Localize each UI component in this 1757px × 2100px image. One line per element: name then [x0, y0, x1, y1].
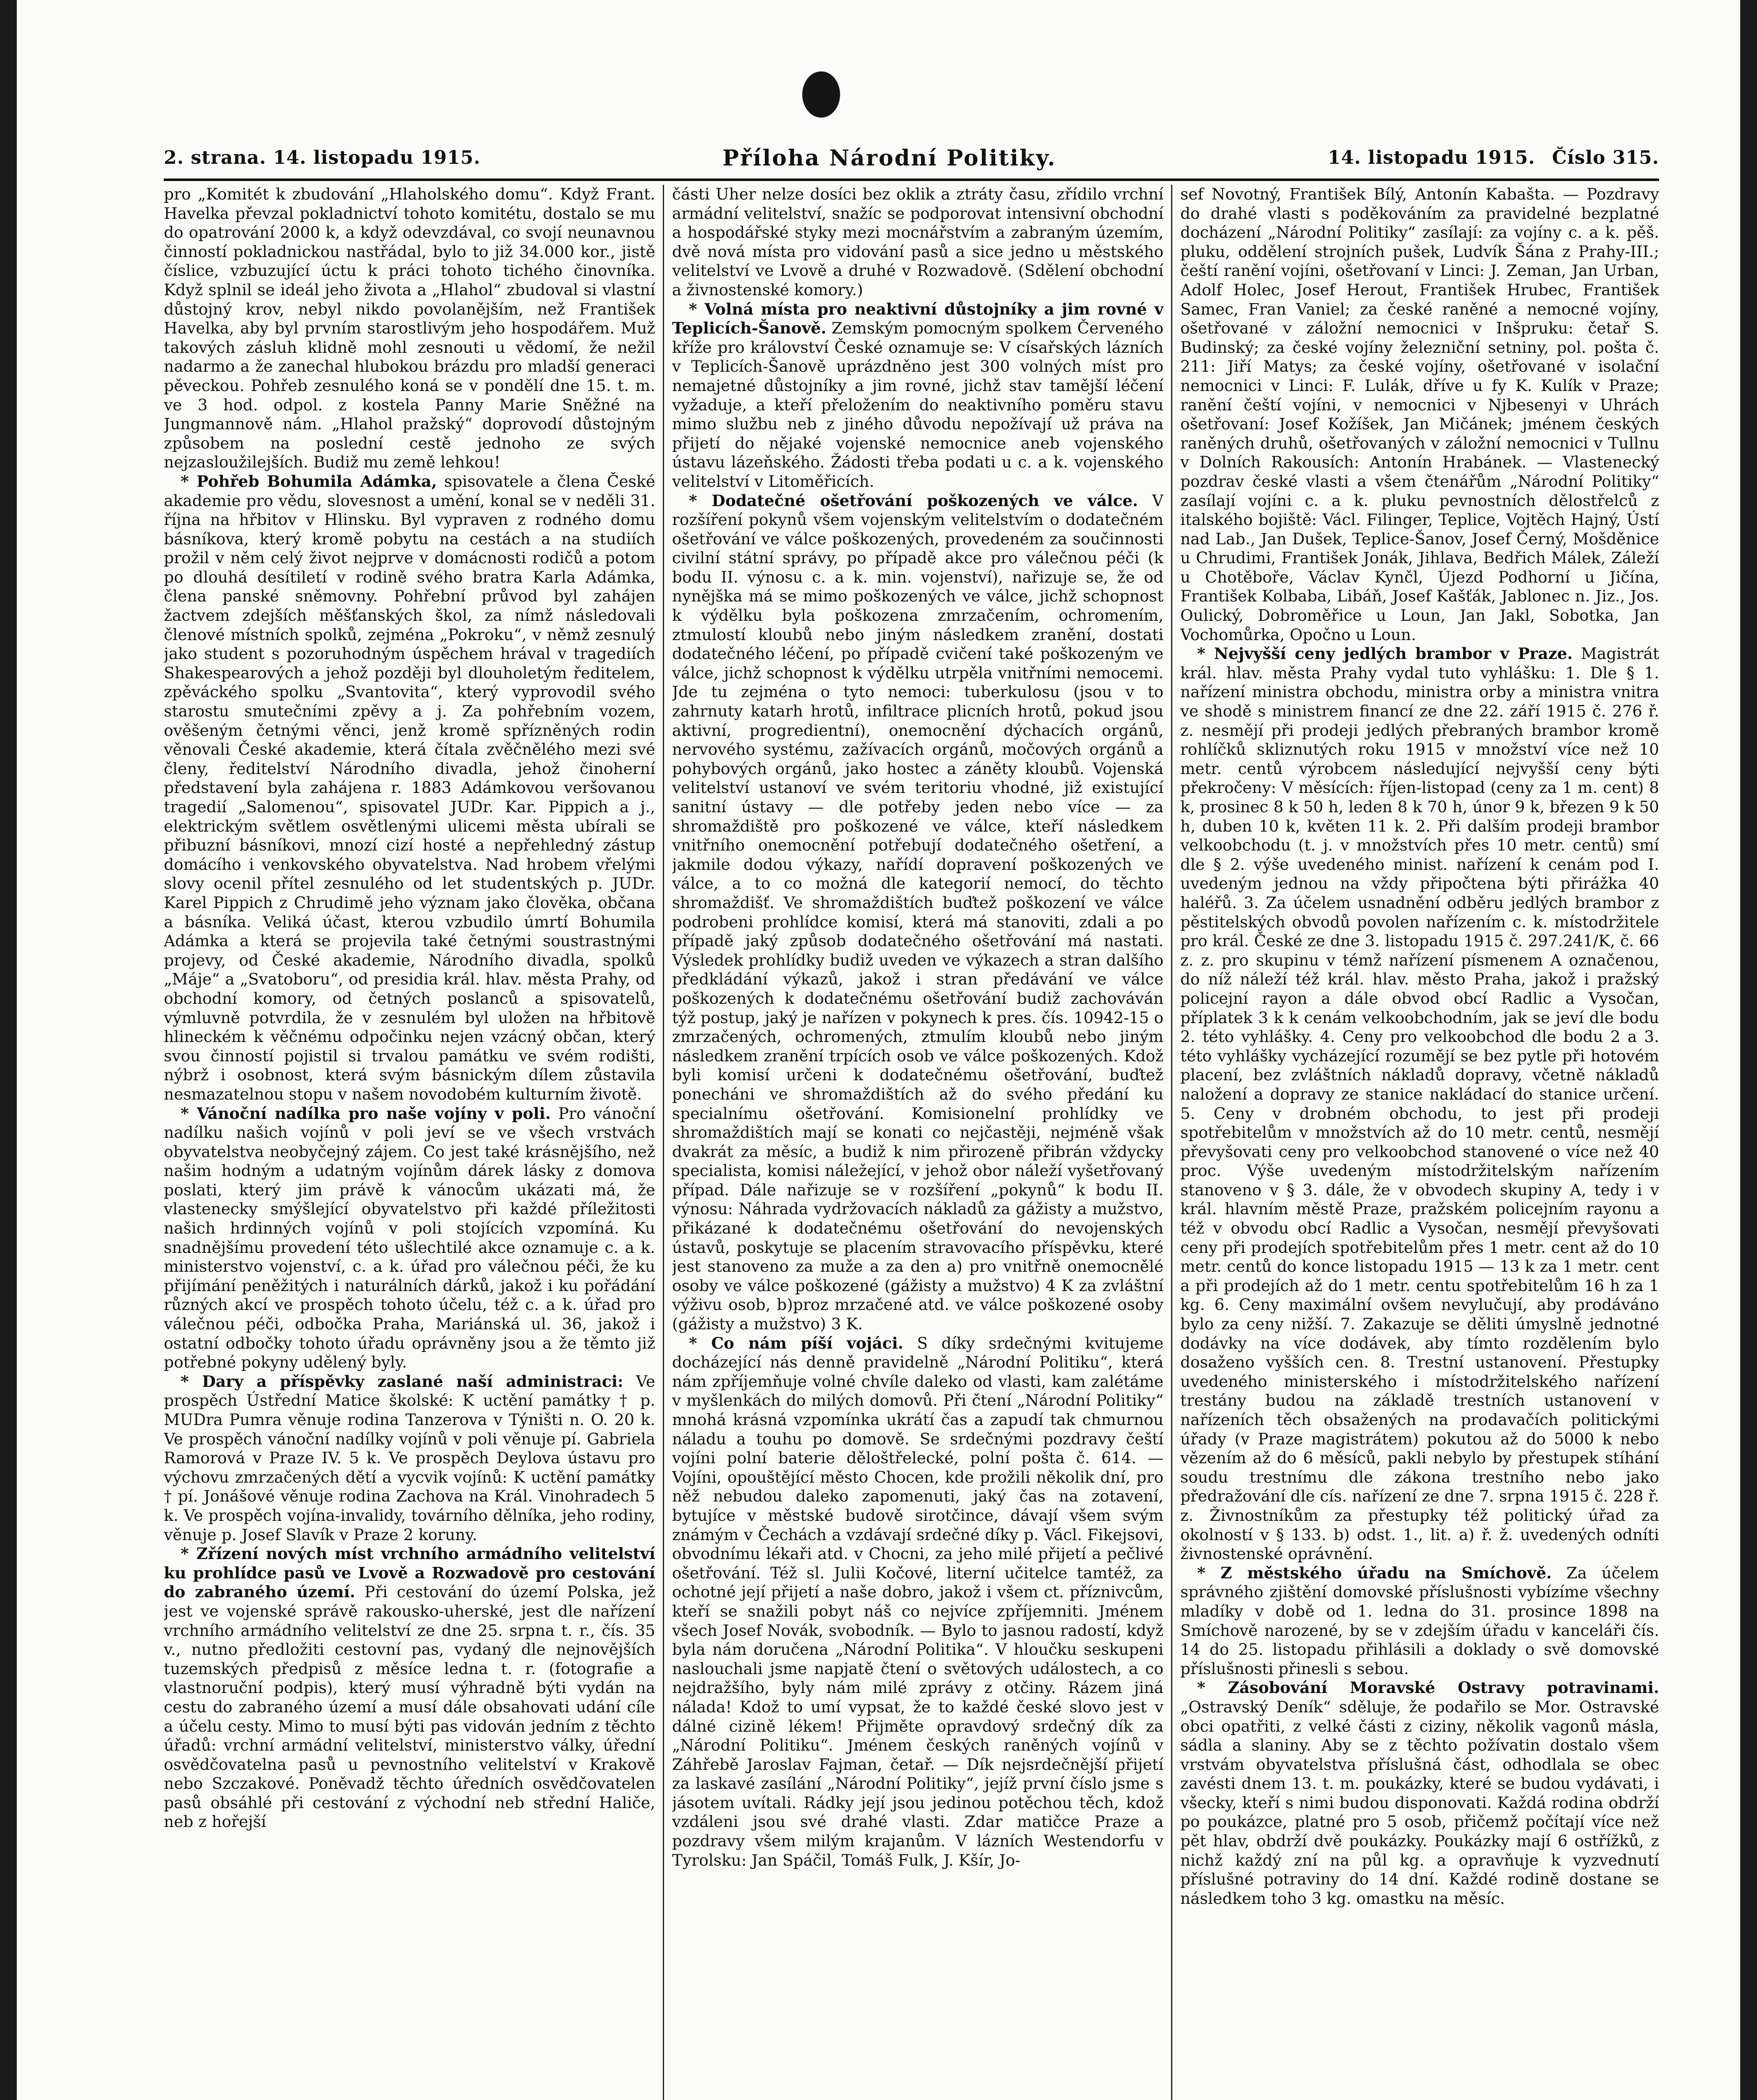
article-body: V rozšíření pokynů všem vojenským velitelstvím o dodatečném ošetřování ve válce poškozených, provedeném za součinnosti civilní státní správy, po případě akce pro válečnou péči (k bodu II. výnosu c. a k. min. vojenství), nařizuje se, že od nynějška má se mimo poškozených ve válce, jichž schopnost k výdělku byla poškozena zmrzačením, ochromením, ztmulostí kloubů nebo jiným následkem zranění, dostati dodatečného léčení, po případě cvičení také poškozeným ve válce, jichž schopnost k výdělku utrpěla vnitřními nemocemi. Jde tu zejména o tyto nemoci: tuberkulosu (jsou v to zahrnuty katarh hrotů, infiltrace plicních hrotů, pokud jsou aktivní, progredientní), onemocnění dýchacích orgánů, nervového systému, zažívacích orgánů, močových orgánů a pohybových orgánů, jako hostec a záněty kloubů. Vojenská velitelství ustanoví ve svém teritoriu vhodné, již existující sanitní ústavy — dle potřeby jeden nebo více — za shromaždiště pro poškozené ve válce, kteří následkem vnitřního onemocnění potřebují dodatečného ošetření, a jakmile dodou výkazy, nařídí dopravení poškozených ve válce, a to co možná dle kategorií nemocí, do těchto shromaždišť. Ve shromaždištích buďtež poškození ve válce podrobeni prohlídce komisí, která má stanoviti, zdali a po případě jaký způsob dodatečného ošetřování má nastati. Výsledek prohlídky budiž uveden ve výkazech a stran dalšího předkládání výkazů, jakož i stran předávání ve válce poškozených k dodatečnému ošetřování budiž zachováván týž postup, jaký je nařízen v pokynech k pres. čís. 10942-15 o zmrzačených, ochromených, ztmulím kloubů nebo jiným následkem zranění trpících osob ve válce poškozených. Kdož byli komisí určeni k dodatečnému ošetřování, buďtež ponecháni ve shromaždištích až do svého předání ku specialnímu ošetřování. Komisionelní prohlídky ve shromaždištích mají se konati co nejčastěji, nejméně však dvakrát za měsíc, a budiž k nim přirozeně přibrán vždycky specialista, komisi náležející, v jehož obor náleží vyšetřovaný případ. Dále nařizuje se v rozšíření „pokynů“ k bodu II. výnosu: Náhrada vydržovacích nákladů za gážisty a mužstvo, přikázané k dodatečnému ošetřování do nevojenských ústavů, poskytuje se placením stravovacího příspěvku, které jest stanoveno za muže a za den a) pro vnitřně onemocnělé osoby ve válce poškozené (gážisty a mužstvo) 4 K za zvláštní výživu osob, b)proz mrzačené atd. ve válce poškozené osoby (gážisty a mužstvo) 3 K. [672, 491, 1163, 1334]
article-paragraph [672, 185, 1163, 300]
article-paragraph [164, 1544, 655, 1832]
column-divider [663, 185, 664, 2100]
article-body: „Ostravský Deník“ sděluje, že podařilo se Mor. Ostravské obci opatřiti, z velké části z ciziny, několik vagonů másla, sádla a slaniny. Aby se z těchto požívatin dostalo všem vrstvám obyvatelstva příslušná část, odhodlala se obec zavésti dnem 13. t. m. poukázky, které se budou vydávati, i všecky, kteří s nimi budou disponovati. Každá rodina obdrží po poukázce, platné pro 5 osob, přičemž počítají více než pět hlav, obdrží dvě poukázky. Poukázky mají 6 ostřížků, z nichž každý zní na půl kg. a opravňuje k vyzvednutí příslušné potraviny do 14 dní. Každé rodině dostane se následkem toho 3 kg. omastku na měsíc. [1180, 1697, 1659, 1908]
article-body: S díky srdečnými kvitujeme docházející nás denně pravidelně „Národní Politiku“, která nám zpříjemňuje volné chvíle daleko od vlasti, kam zalétáme v myšlenkách do milých domovů. Při čtení „Národní Politiky“ mnohá krásná vzpomínka ukrátí čas a zapudí tak chmurnou náladu a touhu po domově. Se srdečnými pozdravy čeští vojíni polní baterie děloštřelecké, polní pošta č. 614. — Vojíni, opouštějící město Chocen, kde prožili několik dní, pro něž nebudou daleko zapomenuti, jaký čas na zotavení, bytujíce v městské budově sirotčince, dávají všem svým známým v Čechách a vzdávají srdečné díky p. Václ. Fikejsovi, obvodnímu lékaři atd. v Chocni, za jeho milé přijetí a pečlivé ošetřování. Též sl. Julii Kočové, literní učitelce tamtéž, za ochotné její přijetí a naše dobro, jakož i všem ct. příznivcům, kteří se snažili pobyt náš co nejvíce zpříjemniti. Jménem všech Josef Novák, svobodník. — Bylo to jasnou radostí, když byla nám doručena „Národní Politika“. V hloučku seskupeni naslouchali jsme napjatě čtení o světových událostech, a co nejdražšího, byly nám milé zprávy z otčiny. Rázem jiná nálada! Kdož to umí vypsat, že to každé české slovo jest v dálné cizině lékem! Přijměte opravdový srdečný dík za „Národní Politiku“. Jménem českých raněných vojínů v Záhřebě Jaroslav Fajman, četař. — Dík nejsrdečnější přijetí za laskavé zasílání „Národní Politiky“, jejíž první číslo jsme s jásotem uvítali. Rádky její jsou jedinou potěchou těch, kdož vzdáleni jsou své drahé vlasti. Zdar matičce Praze a pozdravy všem milým krajanům. V lázních Westendorfu v Tyrolsku: Jan Spáčil, Tomáš Fulk, J. Kšír, Jo- [672, 1334, 1163, 1869]
article-body: Ve prospěch Ústřední Matice školské: K uctění památky † p. MUDra Pumra věnuje rodina Tanzerova v Týništi n. O. 20 k. Ve prospěch vánoční nadílky vojínů v poli věnuje pí. Gabriela Ramorová v Praze IV. 5 k. Ve prospěch Deylova ústavu pro výchovu zmrzačených dětí a vycvik vojínů: K uctění památky † pí. Jonášové věnuje rodina Zachova na Král. Vinohradech 5 k. Ve prospěch vojína-invalidy, továrního dělníka, jeho rodiny, věnuje p. Josef Slavík v Praze 2 koruny. [164, 1372, 655, 1544]
date-and-number [1311, 147, 1659, 168]
article-heading: * Pohřeb Bohumila Adámka, [181, 472, 437, 491]
article-paragraph [1180, 1678, 1659, 1908]
article-heading: * Dodatečné ošetřování poškozených ve válce. [689, 491, 1138, 510]
article-body: pro „Komitét k zbudování „Hlaholského domu“. Když Frant. Havelka převzal pokladnictví tohoto komitétu, dostalo se mu do opatrování 2000 k, a když odevzdával, co svojí neunavnou činností pokladnickou nastřádal, bylo to již 34.000 kor., jistě číslice, vzbuzující úctu k práci tohoto tichého činovníka. Když splnil se ideál jeho života a „Hlahol“ zbudoval si vlastní důstojný krov, nebyl nikdo povolanějším, než František Havelka, aby byl prvním starostlivým jeho hospodářem. Muž takových zásluh klidně mohl zesnouti u vědomí, že nežil nadarmo a že zanechal hlubokou brázdu pro mladší generaci pěveckou. Pohřeb zesnulého koná se v pondělí dne 15. t. m. ve 3 hod. odpol. z kostela Panny Marie Sněžné na Jungmannově nám. „Hlahol pražský“ doprovodí důstojným způsobem na poslední cestě jednoho ze svých nejzasloužilejších. Budiž mu země lehkou! [164, 185, 655, 472]
article-body: Za účelem správného zjištění domovské příslušnosti vybízíme všechny mladíky v době od 1. ledna do 31. prosince 1898 na Smíchově narozené, by se v zdejším úřadu v kanceláři čís. 14 do 25. listopadu přihlásili a doklady o svě domovské příslušnosti přinesli s sebou. [1180, 1563, 1659, 1678]
article-heading: * Vánoční nadílka pro naše vojíny v poli. [181, 1104, 551, 1123]
punch-hole [802, 71, 840, 118]
article-heading: * Z městského úřadu na Smíchově. [1197, 1563, 1552, 1582]
text-column-1 [164, 185, 655, 2100]
article-body: Magistrát král. hlav. města Prahy vydal tuto vyhlášku: 1. Dle § 1. nařízení ministra obchodu, ministra orby a ministra vnitra ve shodě s ministrem financí ze dne 22. září 1915 č. 276 ř. z. nesmějí při prodeji jedlých přebraných brambor kromě rohlíčků skliznutých roku 1915 v množství více než 10 metr. centů výrobcem následující nejvyšší ceny býti překročeny: V měsících: říjen-listopad (ceny za 1 m. cent) 8 k, prosinec 8 k 50 h, leden 8 k 70 h, únor 9 k, březen 9 k 50 h, duben 10 k, květen 11 k. 2. Při dalším prodeji brambor velkoobchodu (t. j. v množstvích přes 10 metr. centů) smí dle § 2. výše uvedeného minist. nařízení k cenám pod I. uvedeným jednou na vždy připočtena býti přirážka 40 haléřů. 3. Za účelem usnadnění odběru jedlých brambor z pěstitelských obvodů povolen nařízením c. k. místodržitele pro král. České ze dne 3. listopadu 1915 č. 297.241/K, č. 66 z. z. pro skupinu v témž nařízení písmenem A označenou, do níž náleží též král. hlav. město Praha, jakož i pražský policejní rayon a dále obvod obcí Radlic a Vysočan, příplatek 3 k k cenám velkoobchodním, jak se jeví dle bodu 2. této vyhlášky. 4. Ceny pro velkoobchod dle bodu 2 a 3. této vyhlášky vycházející rozumějí se bez pytle při hotovém placení, bez zvláštních nákladů dopravy, včetně nákladů naložení a dopravy ze stanice nakládací do stanice určení. 5. Ceny v drobném obchodu, to jest při prodeji spotřebitelům v množstvích až do 10 metr. centů, nesmějí převyšovati ceny pro velkoobchod stanovené o více než 40 proc. Výše uvedeným místodržitelským nařízením stanoveno v § 3. dále, že v obvodech skupiny A, tedy i v král. hlavním městě Praze, pražském policejním rayonu a též v obvodu obcí Radlic a Vysočan, nesmějí převyšovati ceny při prodejích spotřebitelům přes 1 metr. cent až do 10 metr. centů do konce listopadu 1915 — 13 k za 1 metr. cent a při prodejích až do 1 metr. centu spotřebitelům 16 h za 1 kg. 6. Ceny maximální ovšem nevylučují, aby prodáváno bylo za ceny nižší. 7. Zakazuje se děliti úmyslně jednotné dodávky na více dodávek, aby tímto rozdělením bylo dosaženo vyšších cen. 8. Trestní ustanovení. Přestupky uvedeného ministerského i místodržitelského nařízení trestány budou na základě trestních ustanovení v nařízeních těch obsažených na prodavačích politickými úřady (v Praze magistrátem) pokutou až do 5000 k nebo vězením až do 6 měsíců, pakli nebylo by přestupek stíhání soudu trestnímu dle zákona trestního nebo jako předražování dle cís. nařízení ze dne 7. srpna 1915 č. 228 ř. z. Živnostníkům za přestupky též politický úřad za okolností v § 133. b) odst. 1., lit. a) ř. ž. uvedených odníti živnostenské oprávnění. [1180, 644, 1659, 1563]
article-paragraph [1180, 185, 1659, 644]
header-rule [164, 178, 1659, 181]
page-header [164, 147, 1659, 176]
article-paragraph [164, 472, 655, 1104]
publication-title: Příloha Národní Politiky. [722, 145, 1056, 171]
article-heading: * Zřízení nových míst vrchního armádního velitelství ku prohlídce pasů ve Lvově a Rozwadově pro cestování do zabraného území. [164, 1544, 655, 1601]
article-heading: * Dary a příspěvky zaslané naší administraci: [181, 1372, 623, 1391]
page-info: 2. strana. 14. listopadu 1915. [164, 147, 481, 168]
article-paragraph [672, 491, 1163, 1334]
article-heading: * Nejvyšší ceny jedlých brambor v Praze. [1197, 644, 1573, 663]
article-body: spisovatele a člena České akademie pro vědu, slovesnost a umění, konal se v neděli 31. října na hřbitov v Hlinsku. Byl vypraven z rodného domu básníkova, který kromě pobytu na cestách a na studiích prožil v něm celý život nejprve v domácnosti rodičů a potom po dlouhá desítiletí v rodině svého bratra Karla Adámka, člena panské sněmovny. Pohřební průvod byl zahájen žactvem zdejších měšťanských škol, za nímž následovali členové místních spolků, zejména „Pokroku“, v němž zesnulý jako student s pozoruhodným úspěchem hrával v tragediích Shakespearových a jehož později byl dlouholetým ředitelem, zpěváckého spolku „Svantovita“, který vyprovodil svého starostu smutečními zpěvy a j. Za pohřebním vozem, ověšeným četnými věnci, jenž kromě spřízněných rodin věnovali České akademie, která čítala zvěčnělého mezi své členy, ředitelství Národního divadla, jehož činoherní představení byla zahájena r. 1883 Adámkovou veršovanou tragedií „Salomenou“, spisovatel JUDr. Kar. Pippich a j., elektrickým světlem osvětlenými ulicemi města ubírali se přibuzní básníkovi, mnozí cizí hosté a nepřehledný zástup domácího i venkovského obyvatelstva. Nad hrobem vřelými slovy ocenil přítel zesnulého od let studentských p. JUDr. Karel Pippich z Chrudimě jeho význam jako člověka, občana a básníka. Veliká účast, kterou vzbudilo úmrtí Bohumila Adámka a která se projevila také četnými soustrastnými projevy, od České akademie, Národního divadla, spolků „Máje“ a „Svatoboru“, od presidia král. hlav. města Prahy, od obchodní komory, od četných poslanců a spisovatelů, výmluvně potvrdila, že v zesnulém byl uložen na hřbitově hlineckém k věčnému odpočinku nejen vzácný občan, který svou činností pojistil si trvalou památku ve svém rodišti, nýbrž i osobnost, která svým básnickým dílem zůstavila nesmazatelnou stopu v našem novodobém kulturním životě. [164, 472, 655, 1103]
article-body: sef Novotný, František Bílý, Antonín Kabašta. — Pozdravy do drahé vlasti s poděkováním za pravidelné bezplatné docházení „Národní Politiky“ zasílají: za vojíny c. a k. pěš. pluku, oddělení strojních pušek, Ludvík Šána z Prahy-III.; čeští ranění vojíni, ošetřovaní v Linci: J. Zeman, Jan Urban, Adolf Holec, Josef Herout, František Hrubec, František Samec, Fran Vaniel; za české raněné a nemocné vojíny, ošetřované v záložní nemocnici v Inšpruku: četař S. Budinský; za české vojíny železniční setniny, pol. pošta č. 211: Jiří Matys; za české vojíny, ošetřované v isolační nemocnici v Linci: F. Lulák, dříve u fy K. Kulík v Praze; ranění čeští vojíni, v nemocnici v Njbesenyi v Uhrách ošetřovaní: Josef Kožíšek, Jan Mičánek; jménem českých raněných druhů, ošetřovaných v záložní nemocnici v Tullnu v Dolních Rakousích: Antonín Hrabánek. — Vlastenecký pozdrav české vlasti a všem čtenářům „Národní Politiky“ zasílají vojíni c. a k. pluku pevnostních dělostřelců z italského bojiště: Václ. Filinger, Teplice, Vojtěch Hajný, Ústí nad Lab., Jan Dušek, Teplice-Šanov, Josef Černý, Mošděnice u Chrudimi, František Jonák, Jihlava, Bedřich Málek, Záleží u Chotěboře, Václav Kynčl, Újezd Podhorní u Jičína, František Kolbaba, Libáň, Josef Kašťák, Jablonec n. Jiz., Jos. Oulický, Dobroměřice u Loun, Jan Jakl, Sobotka, Jan Vochomůrka, Opočno u Loun. [1180, 185, 1659, 644]
column-divider [1171, 185, 1172, 2100]
issue-date: 14. listopadu 1915. [1328, 147, 1535, 168]
text-column-2 [672, 185, 1163, 2100]
scan-edge-right [1740, 0, 1757, 2100]
article-paragraph [164, 185, 655, 472]
article-heading: * Zásobování Moravské Ostravy potravinami. [1197, 1678, 1659, 1697]
article-paragraph [1180, 644, 1659, 1564]
issue-number: Číslo 315. [1552, 147, 1659, 168]
article-paragraph [164, 1104, 655, 1372]
article-heading: * Co nám píší vojáci. [689, 1334, 903, 1352]
text-column-3 [1180, 185, 1659, 2100]
article-paragraph [672, 1334, 1163, 1870]
article-body: části Uher nelze dosíci bez oklik a ztráty času, zřídilo vrchní armádní velitelství, snažíc se podporovat intensivní obchodní a hospodářské styky mezi mocnářstvím a zabraným územím, dvě nová místa pro vidování pasů a sice jedno u městského velitelství ve Lvově a druhé v Rozwadově. (Sdělení obchodní a živnostenské komory.) [672, 185, 1163, 299]
article-body: Pro vánoční nadílku našich vojínů v poli jeví se ve všech vrstvách obyvatelstva neobyčejný zájem. Co jest také krásnějšího, než našim hodným a udatným vojínům dárek lásky z domova poslati, který jim právě k vánocům ukázati má, že vlastenecky smýšlející obyvatelstvo při každé příležitosti našich hrdinných vojínů v poli stojících vzpomíná. Ku snadnějšímu provedení této ušlechtilé akce oznamuje c. a k. ministerstvo vojenství, c. a k. úřad pro válečnou péči, že ku přijímání peněžitých i naturálních dárků, jakož i ku pořádání různých akcí ve prospěch tohoto účelu, též c. a k. úřad pro válečnou péči, odbočka Praha, Mariánská ul. 36, jakož i ostatní odbočky tohoto úřadu oprávněny jsou a že těmto již potřebné pokyny udělený byly. [164, 1104, 655, 1372]
scan-edge-left [0, 0, 17, 2100]
article-paragraph [164, 1372, 655, 1544]
article-paragraph [672, 300, 1163, 491]
article-body: Při cestování do území Polska, jež jest ve vojenské správě rakousko-uherské, jest dle nařízení vrchního armádního velitelství ze dne 25. srpna t. r., čís. 35 v., nutno předložiti cestovní pas, vydaný dle nejnovějších tuzemských předpisů z měsíce ledna t. r. (fotografie a vlastnoruční podpis), který musí výhradně býti vydán na cestu do zabraného území a musí dále obsahovati udání cíle a účelu cesty. Mimo to musí býti pas vidován jedním z těchto úřadů: vrchní armádní velitelství, ministerstvo války, úřední osvědčovatelna pasů u pevnostního velitelství v Krakově nebo Szczakové. Poněvadž těchto úředních osvědčovatelen pasů obsáhlé při cestování z východní neb střední Haliče, neb z hořejší [164, 1583, 655, 1831]
article-paragraph [1180, 1564, 1659, 1679]
article-body: Zemským pomocným spolkem Červeného kříže pro království České oznamuje se: V císařských lázních v Teplicích-Šanově uprázdněno jest 300 volných míst pro nemajetné důstojníky a jim rovné, jichž stav tamější léčení vyžaduje, a kteří přeložením do neaktivního poměru stavu mimo službu neb z jiného důvodu nepožívají už práva na přijetí do nějaké vojenské nemocnice aneb vojenského ústavu lázeňského. Žádosti třeba podati u c. a k. vojenského velitelství v Litoměřicích. [672, 319, 1163, 491]
article-heading: * Volná místa pro neaktivní důstojníky a jim rovné v Teplicích-Šanově. [672, 299, 1163, 338]
